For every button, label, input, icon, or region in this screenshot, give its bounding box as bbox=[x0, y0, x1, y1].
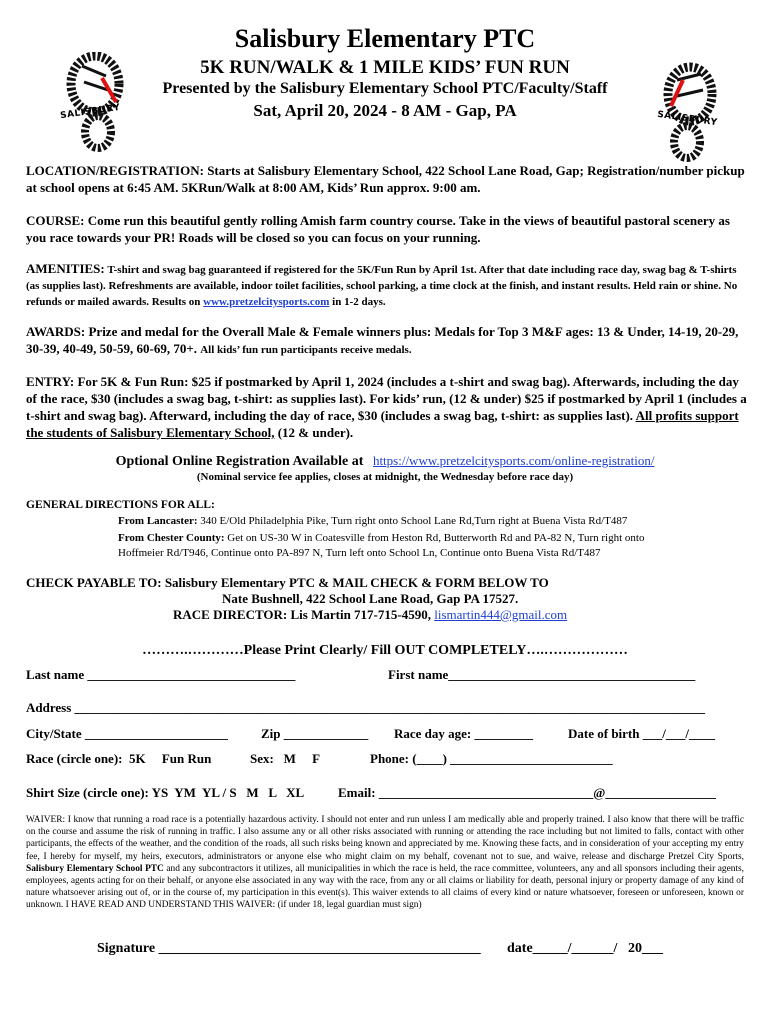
event-date: Sat, April 20, 2024 - 8 AM - Gap, PA bbox=[253, 101, 517, 120]
awards-kids-note: All kids’ fun run participants receive medals. bbox=[200, 344, 412, 356]
last-name-field[interactable]: Last name ________________________________ bbox=[26, 667, 296, 682]
chester-label: From Chester County: bbox=[118, 532, 225, 544]
lancaster-text: 340 E/Old Philadelphia Pike, Turn right onto School Lane Rd,Turn right at Buena Vista Rd/T487 bbox=[200, 515, 628, 527]
entry-profits: All profits support the students of Salisbury Elementary School, bbox=[26, 408, 739, 440]
entry-label: ENTRY: bbox=[26, 374, 75, 389]
online-registration bbox=[0, 453, 770, 470]
print-clearly: ……….…………Please Print Clearly/ Fill OUT COMPLETELY….……………… bbox=[142, 643, 628, 658]
signature-date-field[interactable]: date_____/______/ 20___ bbox=[507, 941, 663, 956]
course-text: Come run this beautiful gently rolling Amish farm country course. Take in the views of beautiful pastoral scenery as you race towards your PR! Roads will be closed so you can focus on your running. bbox=[26, 213, 730, 245]
race-director bbox=[173, 607, 567, 623]
race-select[interactable]: Race (circle one): 5K Fun Run bbox=[26, 751, 212, 766]
race-day-age-field[interactable]: Race day age: _________ bbox=[394, 726, 534, 741]
course-label: COURSE: bbox=[26, 213, 85, 228]
signature-field[interactable]: Signature ______________________________________________ bbox=[97, 941, 481, 956]
awards-label: AWARDS: bbox=[26, 324, 86, 339]
online-note: (Nominal service fee applies, closes at midnight, the Wednesday before race day) bbox=[196, 471, 574, 483]
address-field[interactable]: Address _________________________________________________________________________________________________ bbox=[26, 700, 706, 715]
race-director-text: RACE DIRECTOR: Lis Martin 717-715-4590, bbox=[173, 607, 431, 622]
waiver-part2: and any subcontractors it utilizes, all municipalities in which the race is held, the race committee, volunteers, any and all sponsors including their agents, employees, agents acting for on their behalf, or anyone else associated in any way with the race, from any or all claims or liability for death, personal injury or property damage of any kind of nature whatsoever arising out of, or in the course of, my participation in this event(s). This waiver extends to all claims of every kind or nature whatsoever, foreseen or unforeseen, known or unknown. I HAVE READ AND UNDERSTAND THIS WAIVER: (if under 18, legal guardian must sign) bbox=[26, 863, 745, 911]
city-state-field[interactable]: City/State ______________________ bbox=[26, 726, 228, 741]
right-logo-text: SALISBURY bbox=[656, 109, 719, 129]
location-section bbox=[26, 162, 748, 196]
zip-field[interactable]: Zip _____________ bbox=[261, 726, 369, 741]
page-title: Salisbury Elementary PTC bbox=[234, 24, 536, 53]
email-field[interactable]: Email: _________________________________@_________________ bbox=[338, 785, 716, 800]
directions-lancaster bbox=[118, 515, 748, 527]
first-name-field[interactable]: First name______________________________________ bbox=[388, 667, 696, 682]
online-label: Optional Online Registration Available at bbox=[115, 454, 364, 469]
check-payable: CHECK PAYABLE TO: Salisbury Elementary PTC & MAIL CHECK & FORM BELOW TO bbox=[26, 575, 549, 590]
amenities-after: in 1-2 days. bbox=[332, 296, 386, 308]
left-logo-text: SALISBURY bbox=[59, 102, 122, 122]
chester-text-2: Hoffmeier Rd/T946, Continue onto PA-897 N, Turn left onto School Ln, Continue onto Buena Vista Rd/T487 bbox=[118, 547, 601, 559]
online-registration-link[interactable]: https://www.pretzelcitysports.com/online-registration/ bbox=[372, 453, 655, 468]
location-text: Starts at Salisbury Elementary School, 422 School Lane Road, Gap; Registration/number pickup at school opens at 6:45 AM. 5KRun/Walk at 8:00 AM, Kids’ Run approx. 9:00 am. bbox=[26, 163, 745, 195]
race-director-email[interactable]: lismartin444@gmail.com bbox=[434, 607, 568, 622]
date-of-birth-field[interactable]: Date of birth ___/___/____ bbox=[568, 726, 715, 741]
entry-end: (12 & under). bbox=[277, 425, 354, 440]
amenities-section bbox=[26, 261, 748, 310]
entry-section bbox=[26, 373, 748, 441]
entry-text: For 5K & Fun Run: $25 if postmarked by April 1, 2024 (includes a t-shirt and swag bag). Afterwards, including the day of the race, $30 (includes a swag bag, t-shirt: as supplies last). For kids’ run, (12 & under) $25 if postmarked by April 1 (includes a t-shirt and swag bag). Afterward, including the day of race, $30 (includes a swag bag, t-shirt: as supplies last). bbox=[26, 374, 747, 423]
sex-select[interactable]: Sex: M F bbox=[250, 751, 321, 766]
lancaster-label: From Lancaster: bbox=[118, 515, 198, 527]
waiver-text bbox=[26, 814, 744, 912]
chester-text-1: Get on US-30 W in Coatesville from Heston Rd, Butterworth Rd and PA-82 N, Turn right onto bbox=[227, 532, 645, 544]
presented-by: Presented by the Salisbury Elementary School PTC/Faculty/Staff bbox=[162, 80, 608, 97]
mail-address: Nate Bushnell, 422 School Lane Road, Gap PA 17527. bbox=[222, 591, 519, 606]
directions-chester bbox=[118, 531, 748, 561]
course-section bbox=[26, 212, 748, 246]
location-label: LOCATION/REGISTRATION: bbox=[26, 163, 204, 178]
directions-title: GENERAL DIRECTIONS FOR ALL: bbox=[26, 499, 215, 511]
results-link[interactable]: www.pretzelcitysports.com bbox=[203, 296, 330, 308]
waiver-ptc: Salisbury Elementary School PTC bbox=[26, 863, 164, 874]
awards-section bbox=[26, 323, 748, 359]
shirt-size-select[interactable]: Shirt Size (circle one): YS YM YL / S M L XL bbox=[26, 785, 305, 800]
awards-text: Prize and medal for the Overall Male & Female winners plus: Medals for Top 3 M&F ages: 13 & Under, 14-19, 20-29, 30-39, 40-49, 50-59, 60-69, 70+. bbox=[26, 324, 739, 356]
amenities-label: AMENITIES: bbox=[26, 261, 105, 276]
event-subtitle: 5K RUN/WALK & 1 MILE KIDS’ FUN RUN bbox=[200, 57, 570, 78]
waiver-part1: WAIVER: I know that running a road race is a potentially hazardous activity. I should not enter and run unless I am medically able and properly trained. I also know that there will be traffic on the course and assume the risk of running in traffic. I also assume any or all other risks associated with running or attending the race including but not limited to falls, contact with other participants, the effects of the weather, and the condition of the roads, all such risks being known and appreciated by me. Knowing these facts, and in consideration of your accepting my entry fee, I hereby for myself, my heirs, executors, administrators or anyone else who might claim on my behalf, covenant not to sue, and waive, release and discharge Pretzel City Sports, bbox=[26, 815, 744, 862]
amenities-text: T-shirt and swag bag guaranteed if registered for the 5K/Fun Run by April 1st. After that date including race day, swag bag & T-shirts (as supplies last). Refreshments are available, indoor toilet facilities, school parking, a time clock at the finish, and instant results. Held rain or shine. No refunds or mailed awards. Results on bbox=[26, 264, 738, 308]
phone-field[interactable]: Phone: (____) _________________________ bbox=[370, 751, 613, 766]
